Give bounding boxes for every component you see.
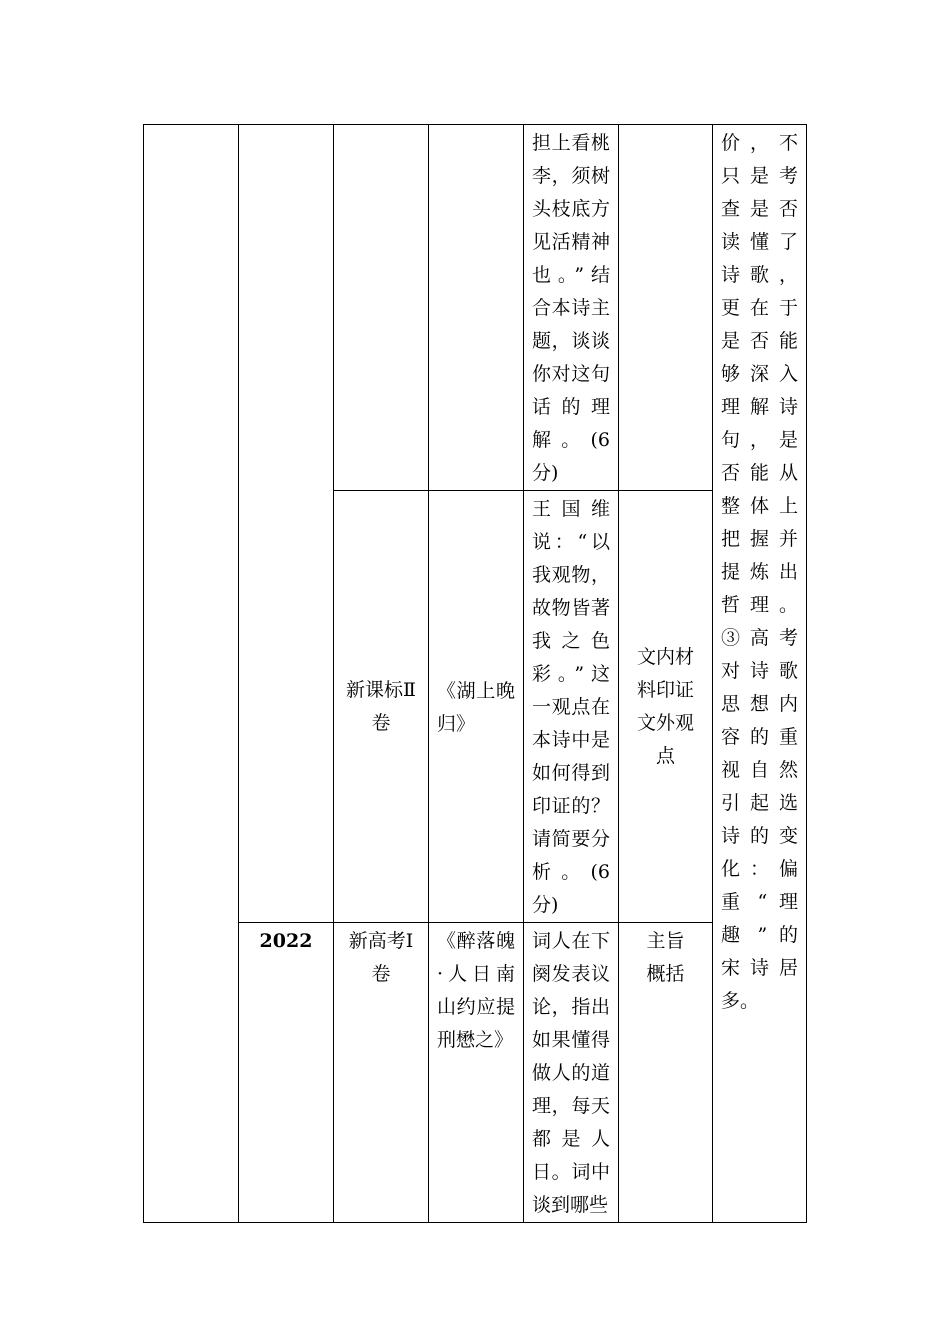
question-cell [524, 491, 619, 923]
poem-cell-blank [429, 125, 524, 491]
text-line: 够 深 入 [721, 363, 798, 385]
text-line: 你对这句 [532, 363, 610, 385]
question-type: 主旨概括 [646, 930, 685, 985]
question-cell [524, 125, 619, 491]
text-line: 把 握 并 [721, 528, 798, 550]
exam-name: 新高考Ⅰ卷 [348, 930, 414, 985]
text-line: 见活精神 [532, 231, 610, 253]
text-line: 阕发表议 [532, 963, 610, 985]
text-line: 一观点在 [532, 696, 610, 718]
text-line: 容 的 重 [721, 726, 798, 748]
text-line: 日。词中 [532, 1161, 610, 1183]
year-cell-blank [239, 125, 334, 923]
text-line: 解 。 (6 [532, 429, 610, 451]
text-line: 李，须树 [532, 165, 610, 187]
exam-cell [334, 491, 429, 923]
text-line: 请简要分 [532, 828, 610, 850]
text-line: 诗 歌 ， [721, 264, 798, 286]
text-line: 都 是 人 [532, 1128, 610, 1150]
text-line: 王 国 维 [532, 498, 610, 520]
text-line: 分) [532, 894, 559, 916]
text-line: 重 “ 理 [721, 891, 798, 913]
text-line: 诗 的 变 [721, 825, 798, 847]
text-line: 担上看桃 [532, 132, 610, 154]
exam-name: 新课标Ⅱ卷 [346, 678, 416, 734]
text-line: 多。 [721, 990, 760, 1012]
text-line: 话 的 理 [532, 396, 610, 418]
year-cell [239, 923, 334, 1223]
text-line: 价 ， 不 [721, 132, 798, 154]
text-line: 句 ， 是 [721, 429, 798, 451]
exam-cell [334, 923, 429, 1223]
text-line: 故物皆著 [532, 597, 610, 619]
analysis-cell [713, 125, 807, 1223]
text-line: 读 懂 了 [721, 231, 798, 253]
text-line: 论，指出 [532, 996, 610, 1018]
poem-cell [429, 491, 524, 923]
question-cell [524, 923, 619, 1223]
poem-cell [429, 923, 524, 1223]
text-line: 引 起 选 [721, 792, 798, 814]
text-line: 如果懂得 [532, 1029, 610, 1051]
text-line: 彩。”这 [532, 663, 610, 685]
text-line: 合本诗主 [532, 297, 610, 319]
text-line: 谈到哪些 [532, 1194, 609, 1216]
category-cell [144, 125, 239, 1223]
question-text [524, 491, 618, 922]
type-cell [619, 491, 713, 923]
text-line: 趣 ” 的 [721, 924, 798, 946]
question-text [524, 923, 618, 1222]
poem-title: 《醉落魄·人日南山约应提刑懋之》 [437, 930, 515, 1051]
text-line: 题，谈谈 [532, 330, 610, 352]
question-text [524, 125, 618, 490]
text-line: 析 。 (6 [532, 861, 610, 883]
text-line: 是 否 能 [721, 330, 798, 352]
analysis-text [713, 125, 806, 1018]
text-line: 分) [532, 462, 559, 484]
question-type: 文内材料印证文外观点 [636, 645, 694, 767]
text-line: 只 是 考 [721, 165, 798, 187]
type-cell [619, 923, 713, 1223]
exam-analysis-table [143, 124, 807, 1223]
year: 2022 [259, 930, 313, 952]
text-line: 提 炼 出 [721, 561, 798, 583]
exam-cell-blank [334, 125, 429, 491]
text-line: 查 是 否 [721, 198, 798, 220]
text-line: 我观物， [532, 564, 610, 586]
text-line: 本诗中是 [532, 729, 610, 751]
text-line: 印证的？ [532, 795, 610, 817]
text-line: 否 能 从 [721, 462, 798, 484]
text-line: 哲理。 [721, 594, 798, 616]
text-line: 理，每天 [532, 1095, 610, 1117]
text-line: 更 在 于 [721, 297, 798, 319]
text-line: 头枝底方 [532, 198, 610, 220]
text-line: 思 想 内 [721, 693, 798, 715]
text-line: 化 ： 偏 [721, 858, 798, 880]
text-line: 词人在下 [532, 930, 610, 952]
text-line: 视 自 然 [721, 759, 798, 781]
type-cell-blank [619, 125, 713, 491]
text-line: 整 体 上 [721, 495, 798, 517]
poem-title: 《湖上晚归》 [437, 679, 515, 735]
text-line: 我 之 色 [532, 630, 610, 652]
text-line: 理 解 诗 [721, 396, 798, 418]
text-line: ③ 高 考 [721, 627, 798, 649]
text-line: 说：“以 [532, 531, 610, 553]
text-line: 也。”结 [532, 264, 610, 286]
text-line: 宋 诗 居 [721, 957, 798, 979]
text-line: 做人的道 [532, 1062, 610, 1084]
text-line: 对 诗 歌 [721, 660, 798, 682]
text-line: 如何得到 [532, 762, 610, 784]
